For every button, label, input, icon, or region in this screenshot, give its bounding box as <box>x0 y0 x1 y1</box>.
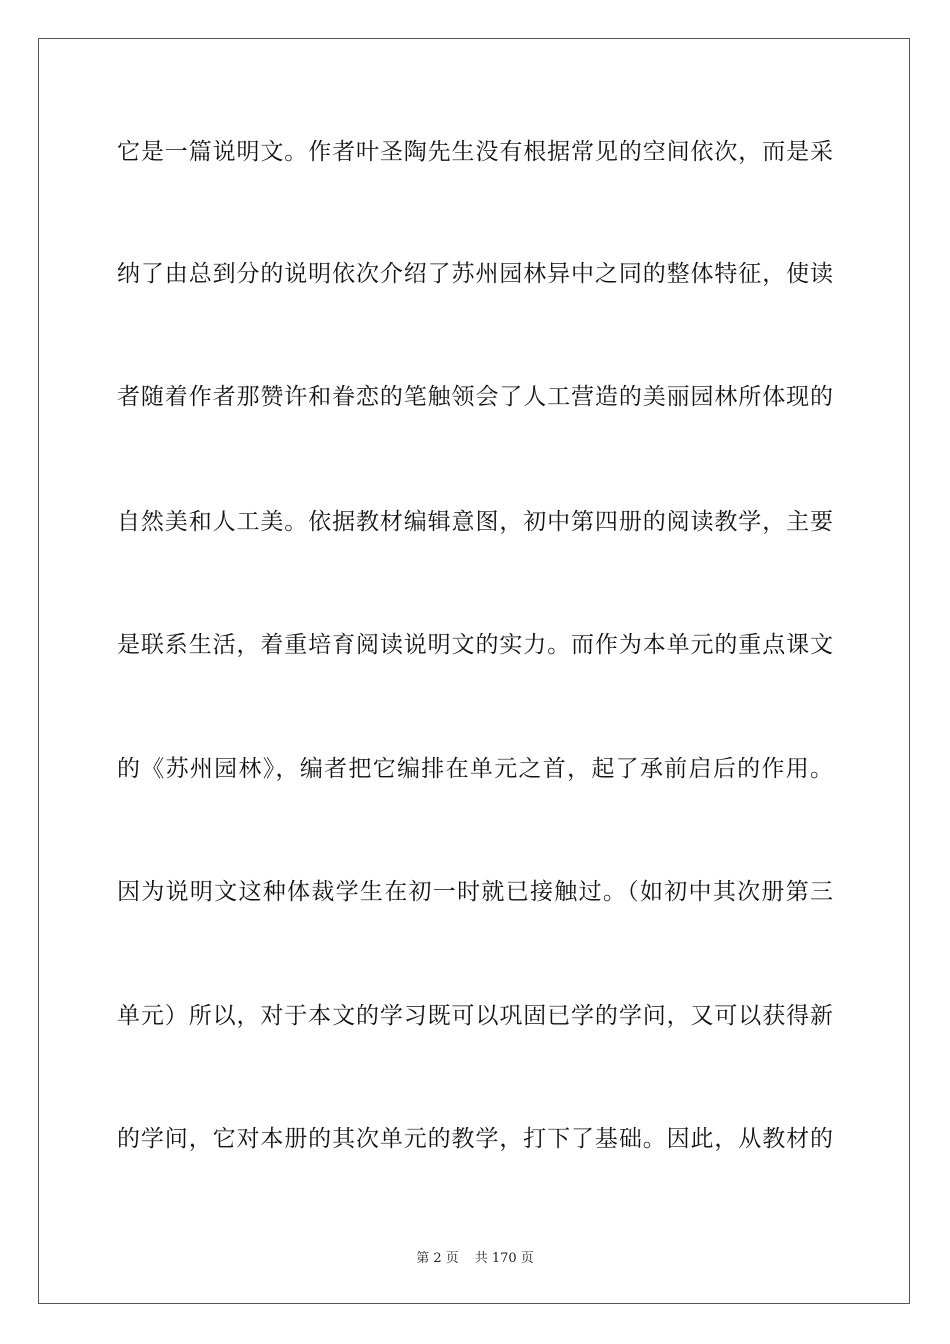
body-text-line: 的学问，它对本册的其次单元的教学，打下了基础。因此，从教材的 <box>117 1126 833 1152</box>
body-text-line: 者随着作者那赞许和眷恋的笔触领会了人工营造的美丽园林所体现的 <box>117 384 833 410</box>
body-text-line: 单元）所以，对于本文的学习既可以巩固已学的学问，又可以获得新 <box>117 1003 833 1029</box>
body-text-line: 它是一篇说明文。作者叶圣陶先生没有根据常见的空间依次，而是采 <box>117 139 833 165</box>
current-page-label: 第 2 页 <box>416 1251 459 1266</box>
total-pages-label: 共 170 页 <box>474 1251 534 1266</box>
body-text-line: 自然美和人工美。依据教材编辑意图，初中第四册的阅读教学，主要 <box>117 509 833 535</box>
body-text-line: 的《苏州园林》，编者把它编排在单元之首，起了承前启后的作用。 <box>117 756 833 782</box>
page-frame <box>38 38 910 1304</box>
body-text-line: 因为说明文这种体裁学生在初一时就已接触过。（如初中其次册第三 <box>117 879 833 905</box>
body-text-line: 是联系生活，着重培育阅读说明文的实力。而作为本单元的重点课文 <box>117 632 833 658</box>
body-text-line: 纳了由总到分的说明依次介绍了苏州园林异中之同的整体特征，使读 <box>117 261 833 287</box>
page-footer <box>0 1247 950 1266</box>
